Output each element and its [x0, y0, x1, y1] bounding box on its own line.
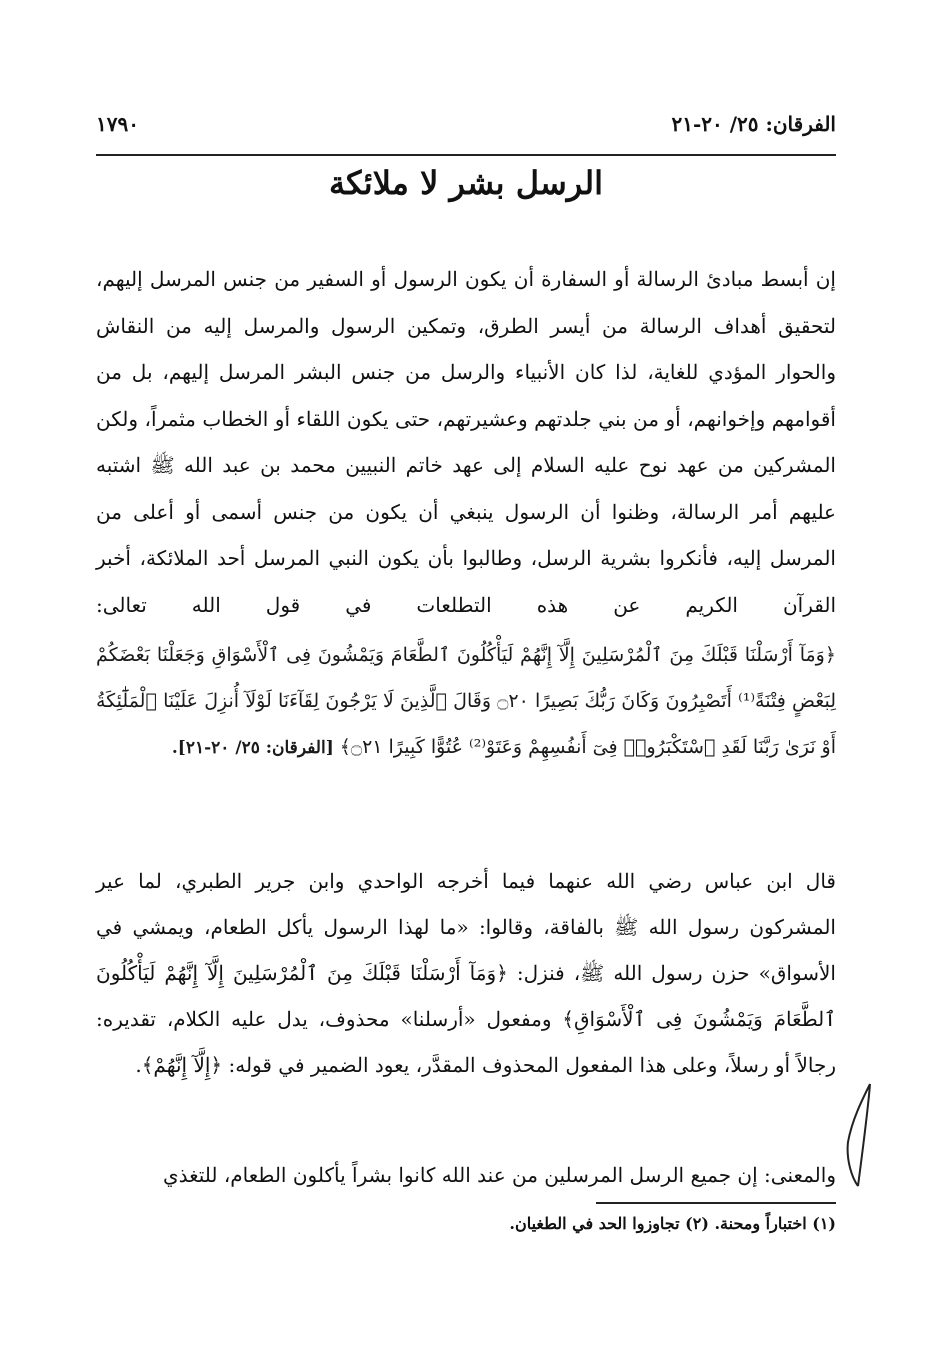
quran-verse-block [96, 632, 836, 771]
header-rule [96, 154, 836, 156]
page-number: ١٧٩٠ [96, 112, 139, 136]
handwritten-margin-mark [840, 1080, 880, 1190]
intro-paragraph: إن أبسط مبادئ الرسالة أو السفارة أن يكون الرسول أو السفير من جنس المرسل إليهم، لتحقيق أهداف الرسالة من أيسر الطرق، وتمكين الرسول والمرسل إليه من النقاش والحوار المؤدي للغاية، لذا كان الأنبياء والرسل من جنس البشر المرسل إليهم، بل من أقوامهم وإخوانهم، أو من بني جلدتهم وعشيرتهم، حتى يكون اللقاء أو الخطاب مثمراً، ولكن المشركين من عهد نوح عليه السلام إلى عهد خاتم النبيين محمد بن عبد الله ﷺ اشتبه عليهم أمر الرسالة، وظنوا أن الرسول ينبغي أن يكون من جنس أسمى أو أعلى من المرسل إليه، فأنكروا بشرية الرسل، وطالبوا بأن يكون النبي المرسل أحد الملائكة، أخبر القرآن الكريم عن هذه التطلعات في قول الله تعالى: [96, 267, 836, 617]
verse-reference: [الفرقان: ٢٥/ ٢٠-٢١]. [171, 738, 334, 758]
surah-reference: الفرقان: ٢٥/ ٢٠-٢١ [671, 112, 836, 136]
quran-verse-text: ﴿وَمَآ أَرْسَلْنَا قَبْلَكَ مِنَ ٱلْمُرْسَلِينَ إِلَّآ إِنَّهُمْ لَيَأْكُلُونَ ٱلطَّعَامَ وَيَمْشُونَ فِى ٱلْأَسْوَاقِ وَجَعَلْنَا بَعْضَكُمْ لِبَعْضٍ فِتْنَةً⁽¹⁾ أَتَصْبِرُونَ وَكَانَ رَبُّكَ بَصِيرًا ۝٢٠ وَقَالَ ٱلَّذِينَ لَا يَرْجُونَ لِقَآءَنَا لَوْلَآ أُنزِلَ عَلَيْنَا ٱلْمَلَٰٓئِكَةُ أَوْ نَرَىٰ رَبَّنَا لَقَدِ ٱسْتَكْبَرُوا۟ فِىٓ أَنفُسِهِمْ وَعَتَوْ⁽²⁾ عُتُوًّا كَبِيرًا ۝٢١﴾ [96, 644, 836, 758]
commentary-paragraph: قال ابن عباس رضي الله عنهما فيما أخرجه الواحدي وابن جرير الطبري، لما عير المشركون رسول الله ﷺ بالفاقة، وقالوا: «ما لهذا الرسول يأكل الطعام، ويمشي في الأسواق» حزن رسول الله ﷺ، فنزل: ﴿وَمَآ أَرْسَلْنَا قَبْلَكَ مِنَ ٱلْمُرْسَلِينَ إِلَّآ إِنَّهُمْ لَيَأْكُلُونَ ٱلطَّعَامَ وَيَمْشُونَ فِى ٱلْأَسْوَاقِ﴾ ومفعول «أرسلنا» محذوف، يدل عليه الكلام، تقديره: رجالاً أو رسلاً، وعلى هذا المفعول المحذوف المقدَّر، يعود الضمير في قوله: ﴿إِلَّآ إِنَّهُمْ﴾. [96, 869, 836, 1077]
footnote: (١) اختباراً ومحنة. (٢) تجاوزوا الحد في الطغيان. [509, 1214, 836, 1233]
meaning-paragraph: والمعنى: إن جميع الرسل المرسلين من عند الله كانوا بشراً يأكلون الطعام، للتغذي [162, 1163, 836, 1187]
running-header [96, 112, 836, 146]
section-title: الرسل بشر لا ملائكة [328, 164, 604, 202]
footnote-rule [596, 1202, 836, 1204]
